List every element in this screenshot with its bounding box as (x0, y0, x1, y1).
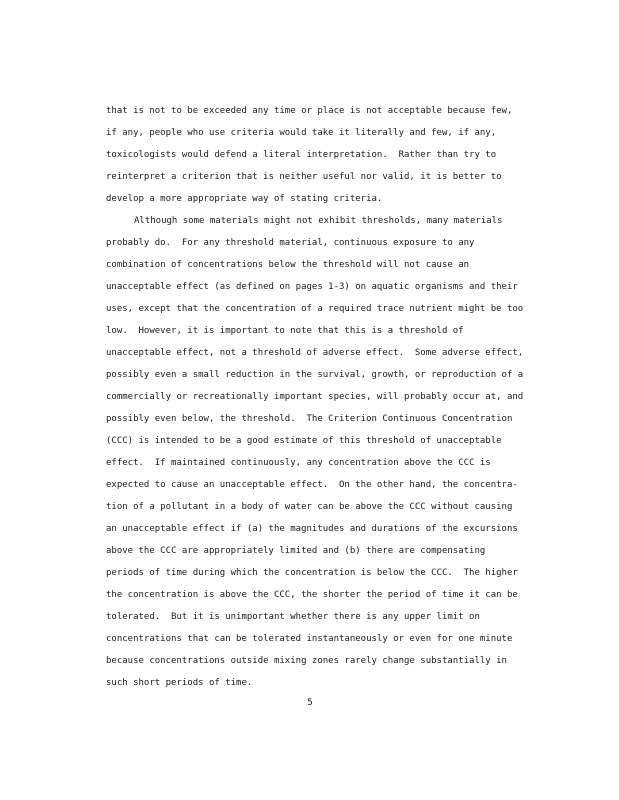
text-line: probably do. For any threshold material, continuous exposure to any (106, 238, 475, 248)
text-line: above the CCC are appropriately limited and (b) there are compensating (106, 546, 486, 556)
paragraph-first-line: Although some materials might not exhibit thresholds, many materials (134, 216, 503, 226)
text-line: commercially or recreationally important species, will probably occur at, and (106, 392, 524, 402)
body-text (106, 100, 536, 694)
text-line: toxicologists would defend a literal interpretation. Rather than try to (106, 150, 497, 160)
text-line: unacceptable effect (as defined on pages 1-3) on aquatic organisms and their (106, 282, 518, 292)
text-line: reinterpret a criterion that is neither useful nor valid, it is better to (106, 172, 502, 182)
text-line: expected to cause an unacceptable effect. On the other hand, the concentra- (106, 480, 518, 490)
text-line: tion of a pollutant in a body of water can be above the CCC without causing (106, 502, 513, 512)
text-line: an unacceptable effect if (a) the magnitudes and durations of the excursions (106, 524, 518, 534)
text-line: possibly even a small reduction in the survival, growth, or reproduction of a (106, 370, 524, 380)
text-line: (CCC) is intended to be a good estimate of this threshold of unacceptable (106, 436, 502, 446)
text-line: combination of concentrations below the threshold will not cause an (106, 260, 470, 270)
text-line: tolerated. But it is unimportant whether there is any upper limit on (106, 612, 480, 622)
text-line: unacceptable effect, not a threshold of adverse effect. Some adverse effect, (106, 348, 524, 358)
text-line: that is not to be exceeded any time or place is not acceptable because few, (106, 106, 513, 116)
text-line: low. However, it is important to note that this is a threshold of (106, 326, 464, 336)
text-line: possibly even below, the threshold. The Criterion Continuous Concentration (106, 414, 513, 424)
text-line: uses, except that the concentration of a required trace nutrient might be too (106, 304, 524, 314)
text-line: because concentrations outside mixing zones rarely change substantially in (106, 656, 507, 666)
text-line: such short periods of time. (106, 678, 253, 688)
text-line: effect. If maintained continuously, any concentration above the CCC is (106, 458, 491, 468)
text-line: the concentration is above the CCC, the shorter the period of time it can be (106, 590, 518, 600)
page-number: 5 (307, 698, 313, 708)
text-line: periods of time during which the concentration is below the CCC. The higher (106, 568, 518, 578)
text-line: concentrations that can be tolerated instantaneously or even for one minute (106, 634, 513, 644)
text-line: if any, people who use criteria would take it literally and few, if any, (106, 128, 497, 138)
text-line: develop a more appropriate way of stating criteria. (106, 194, 383, 204)
